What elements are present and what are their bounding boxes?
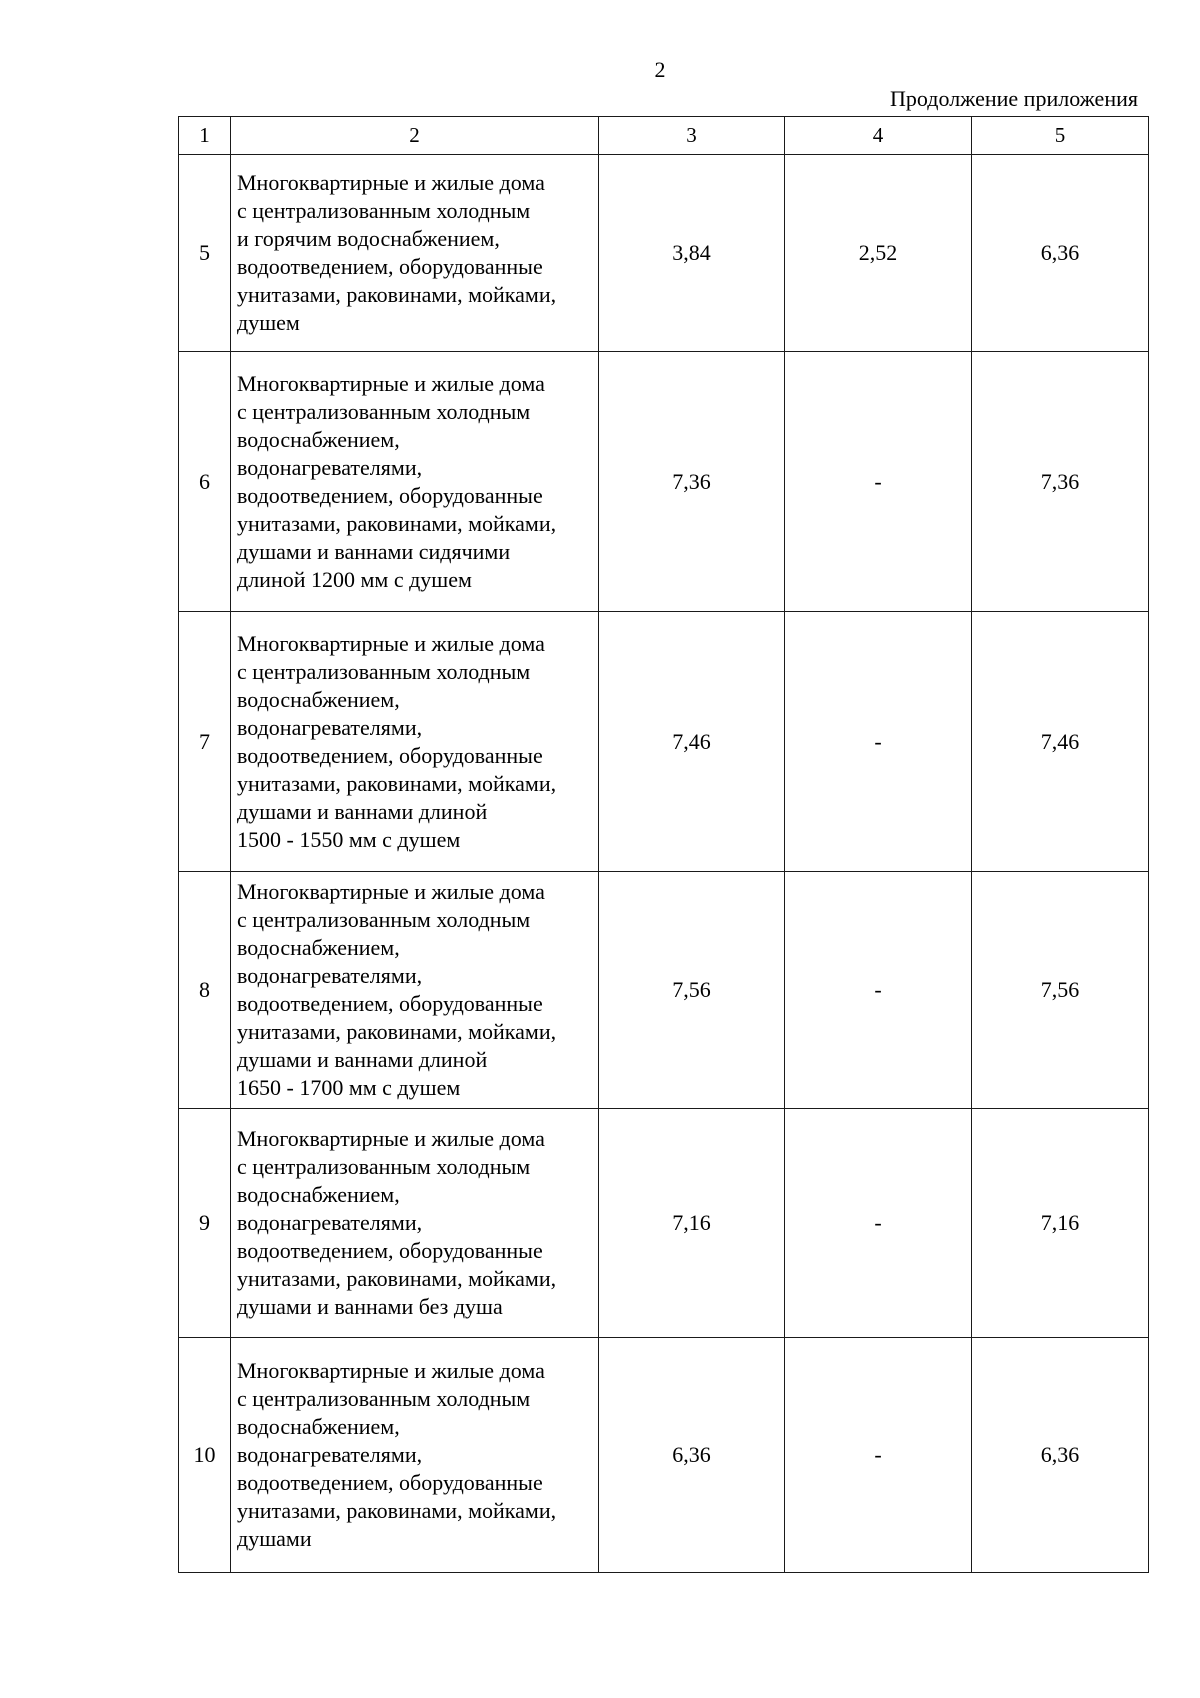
row-value-col5: 7,46	[972, 612, 1149, 872]
row-number: 8	[179, 872, 231, 1109]
row-value-col5: 7,16	[972, 1109, 1149, 1338]
row-number: 6	[179, 352, 231, 612]
description-line: водоотведением, оборудованные	[237, 742, 543, 768]
description-line: душами и ваннами длиной	[237, 798, 488, 824]
continuation-label: Продолжение приложения	[890, 86, 1138, 111]
row-value-col4: -	[785, 612, 972, 872]
row-description	[231, 1109, 599, 1338]
table-row	[179, 352, 1149, 612]
description-line: водоотведением, оборудованные	[237, 482, 543, 508]
page-number: 2	[654, 57, 666, 82]
description-line: водонагревателями,	[237, 714, 423, 740]
description-line: душами и ваннами сидячими	[237, 538, 511, 564]
row-value-col4: -	[785, 352, 972, 612]
row-value-col5: 6,36	[972, 1338, 1149, 1573]
table-row	[179, 872, 1149, 1109]
description-line: с централизованным холодным	[237, 1154, 531, 1179]
row-value-col4: -	[785, 1338, 972, 1573]
table-row	[179, 1338, 1149, 1573]
row-description	[231, 872, 599, 1109]
column-header-4: 4	[785, 117, 972, 155]
description-line: водоотведением, оборудованные	[237, 991, 543, 1016]
norms-table	[178, 116, 1149, 1573]
description-line: с централизованным холодным	[237, 198, 531, 223]
description-line: душами и ваннами без душа	[237, 1294, 503, 1319]
description-line: водонагревателями,	[237, 454, 423, 480]
row-value-col5: 6,36	[972, 155, 1149, 352]
description-line: и горячим водоснабжением,	[237, 226, 500, 251]
table-row	[179, 155, 1149, 352]
row-value-col3: 7,56	[599, 872, 785, 1109]
row-number: 9	[179, 1109, 231, 1338]
description-line: унитазами, раковинами, мойками,	[237, 510, 557, 536]
description-line: Многоквартирные и жилые дома	[237, 1358, 545, 1383]
description-line: водонагревателями,	[237, 1442, 423, 1467]
description-line: водоотведением, оборудованные	[237, 1470, 543, 1495]
column-header-2: 2	[231, 117, 599, 155]
description-line: с централизованным холодным	[237, 658, 531, 684]
row-value-col4: -	[785, 872, 972, 1109]
description-line: унитазами, раковинами, мойками,	[237, 1266, 557, 1291]
description-line: длиной 1200 мм с душем	[237, 566, 472, 592]
description-line: водонагревателями,	[237, 1210, 423, 1235]
description-line: водоотведением, оборудованные	[237, 254, 543, 279]
row-number: 7	[179, 612, 231, 872]
description-line: водоснабжением,	[237, 426, 400, 452]
table-row	[179, 612, 1149, 872]
row-description	[231, 1338, 599, 1573]
description-line: Многоквартирные и жилые дома	[237, 879, 545, 904]
description-line: Многоквартирные и жилые дома	[237, 630, 545, 656]
row-value-col5: 7,36	[972, 352, 1149, 612]
row-value-col3: 7,36	[599, 352, 785, 612]
description-line: душами	[237, 1526, 312, 1551]
description-line: душем	[237, 310, 300, 335]
row-value-col3: 3,84	[599, 155, 785, 352]
description-line: душами и ваннами длиной	[237, 1047, 488, 1072]
table-row	[179, 1109, 1149, 1338]
row-value-col4: -	[785, 1109, 972, 1338]
row-description	[231, 155, 599, 352]
column-header-5: 5	[972, 117, 1149, 155]
description-line: водоснабжением,	[237, 935, 400, 960]
description-line: с централизованным холодным	[237, 907, 531, 932]
description-line: унитазами, раковинами, мойками,	[237, 282, 557, 307]
row-value-col5: 7,56	[972, 872, 1149, 1109]
description-line: Многоквартирные и жилые дома	[237, 1126, 545, 1151]
description-line: водоотведением, оборудованные	[237, 1238, 543, 1263]
row-number: 5	[179, 155, 231, 352]
row-value-col4: 2,52	[785, 155, 972, 352]
description-line: унитазами, раковинами, мойками,	[237, 1498, 557, 1523]
row-description	[231, 352, 599, 612]
row-number: 10	[179, 1338, 231, 1573]
row-value-col3: 7,16	[599, 1109, 785, 1338]
description-line: с централизованным холодным	[237, 1386, 531, 1411]
row-description	[231, 612, 599, 872]
description-line: унитазами, раковинами, мойками,	[237, 770, 557, 796]
column-header-3: 3	[599, 117, 785, 155]
description-line: водоснабжением,	[237, 686, 400, 712]
table-header-row	[179, 117, 1149, 155]
table-body	[179, 117, 1149, 1573]
description-line: с централизованным холодным	[237, 398, 531, 424]
column-header-1: 1	[179, 117, 231, 155]
row-value-col3: 7,46	[599, 612, 785, 872]
description-line: водоснабжением,	[237, 1414, 400, 1439]
description-line: Многоквартирные и жилые дома	[237, 170, 545, 195]
description-line: Многоквартирные и жилые дома	[237, 370, 545, 396]
description-line: унитазами, раковинами, мойками,	[237, 1019, 557, 1044]
description-line: водоснабжением,	[237, 1182, 400, 1207]
description-line: 1500 - 1550 мм с душем	[237, 826, 461, 852]
description-line: водонагревателями,	[237, 963, 423, 988]
description-line: 1650 - 1700 мм с душем	[237, 1075, 461, 1100]
row-value-col3: 6,36	[599, 1338, 785, 1573]
